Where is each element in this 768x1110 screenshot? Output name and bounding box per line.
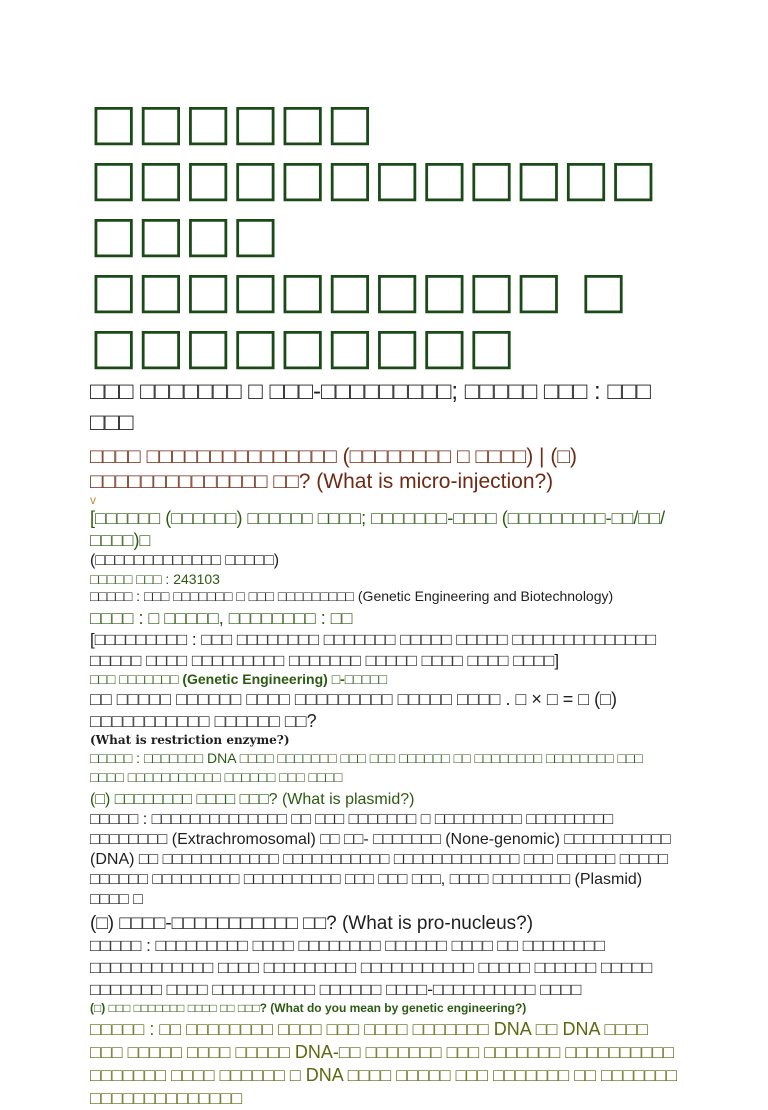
answer-genetic-engineering: □□□□□ : □□ □□□□□□□□ □□□□ □□□ □□□□ □□□□□□□ DNA □□ DNA □□□□ □□□ □□□□□ □□□□ □□□□□ DNA-□□ □□□□□□□ □□□ □□□□□□□ □□□□□□□□□□ □□□□□□□ □□□□ □□□□□□ □ DNA □□□□ □□□□□ □□□ □□□□□□□ □□ □□□□□□□ □□□□□□□□□□□□□□: [90, 1019, 678, 1108]
question-pronucleus: (□) □□□□-□□□□□□□□□□□ □□? (What is pro-nucleus?): [90, 913, 534, 934]
marks-line: □□□□ : □ □□□□□, □□□□□□□□ : □□: [90, 608, 353, 628]
paren-line: (□□□□□□□□□□□□□ □□□□□): [90, 552, 280, 569]
question-genetic-engineering: (□) □□□ □□□□□□□ □□□□ □□ □□□? (What do you mean by genetic engineering?): [90, 1001, 527, 1015]
answer-plasmid: □□□□□ : □□□□□□□□□□□□□□ □□ □□□ □□□□□□□ □ □□□□□□□□□ □□□□□□□□□ □□□□□□□□ (Extrachromosomal) □□ □□- □□□□□□□ (None-genomic) □□□□□□□□□□□ (DNA) □□ □□□□□□□□□□□□ □□□□□□□□□□□ □□□□□□□□□□□□□ □□□ □□□□□□ □□□□□ □□□□□□ □□□□□□□□□ □□□□□□□□□□ □□□ □□□ □□□, □□□□ □□□□□□□□ (Plasmid) □□□□ □: [90, 811, 671, 908]
document-title: □□□□□□ □□□□□□□□□□□□□□□□ □□□□□□□□□□ □ □□□□□□□□□: [90, 92, 657, 375]
v-mark: v: [90, 493, 96, 507]
code-line: □□□□□ □□□ : 243103: [90, 571, 220, 587]
question-restriction-en: (What is restriction enzyme?): [90, 733, 290, 747]
answer-restriction: □□□□□ : □□□□□□□ DNA □□□□ □□□□□□□ □□□ □□□ □□□□□□ □□ □□□□□□□□ □□□□□□□□ □□□ □□□□ □□□□□□□□□□□ □□□□□□ □□□ □□□□: [90, 750, 643, 785]
document-subtitle: □□□ □□□□□□□ □ □□□-□□□□□□□□□; □□□□□ □□□ : □□□ □□□: [90, 378, 651, 436]
answer-pronucleus: □□□□□ : □□□□□□□□□ □□□□ □□□□□□□□ □□□□□□ □□□□ □□ □□□□□□□□ □□□□□□□□□□□□ □□□□ □□□□□□□□□ □□□□□□□□□□□ □□□□□ □□□□□□ □□□□□ □□□□□□□ □□□□ □□□□□□□□□□ □□□□□□ □□□□-□□□□□□□□□□ □□□□: [90, 936, 653, 999]
question-block: □□ □□□□□ □□□□□□ □□□□ □□□□□□□□□ □□□□□ □□□□ . □ × □ = □ (□) □□□□□□□□□□□ □□□□□□ □□?: [90, 689, 618, 731]
instruction-text: [□□□□□□□□□ : □□□ □□□□□□□□ □□□□□□□ □□□□□ □□□□□ □□□□□□□□□□□□□□ □□□□□ □□□□ □□□□□□□□□ □□□□□□□ □□□□□ □□□□ □□□□ □□□□]: [90, 630, 657, 670]
document-content: [90, 94, 680, 1110]
section-heading: □□□ □□□□□□□ (Genetic Engineering) □-□□□□□: [90, 671, 388, 687]
question-microinjection: □□□□ □□□□□□□□□□□□□□□ (□□□□□□□□ □ □□□□) | (□) □□□□□□□□□□□□□□ □□? (What is micro-injection?): [90, 445, 578, 493]
bracket-line: [□□□□□□ (□□□□□□) □□□□□□ □□□□; □□□□□□□-□□□□ (□□□□□□□□□-□□/□□/□□□□)□: [90, 508, 666, 550]
question-plasmid: (□) □□□□□□□□ □□□□ □□□? (What is plasmid?): [90, 791, 415, 808]
subject-line: □□□□□ : □□□ □□□□□□□ □ □□□ □□□□□□□□□ (Genetic Engineering and Biotechnology): [90, 588, 614, 604]
